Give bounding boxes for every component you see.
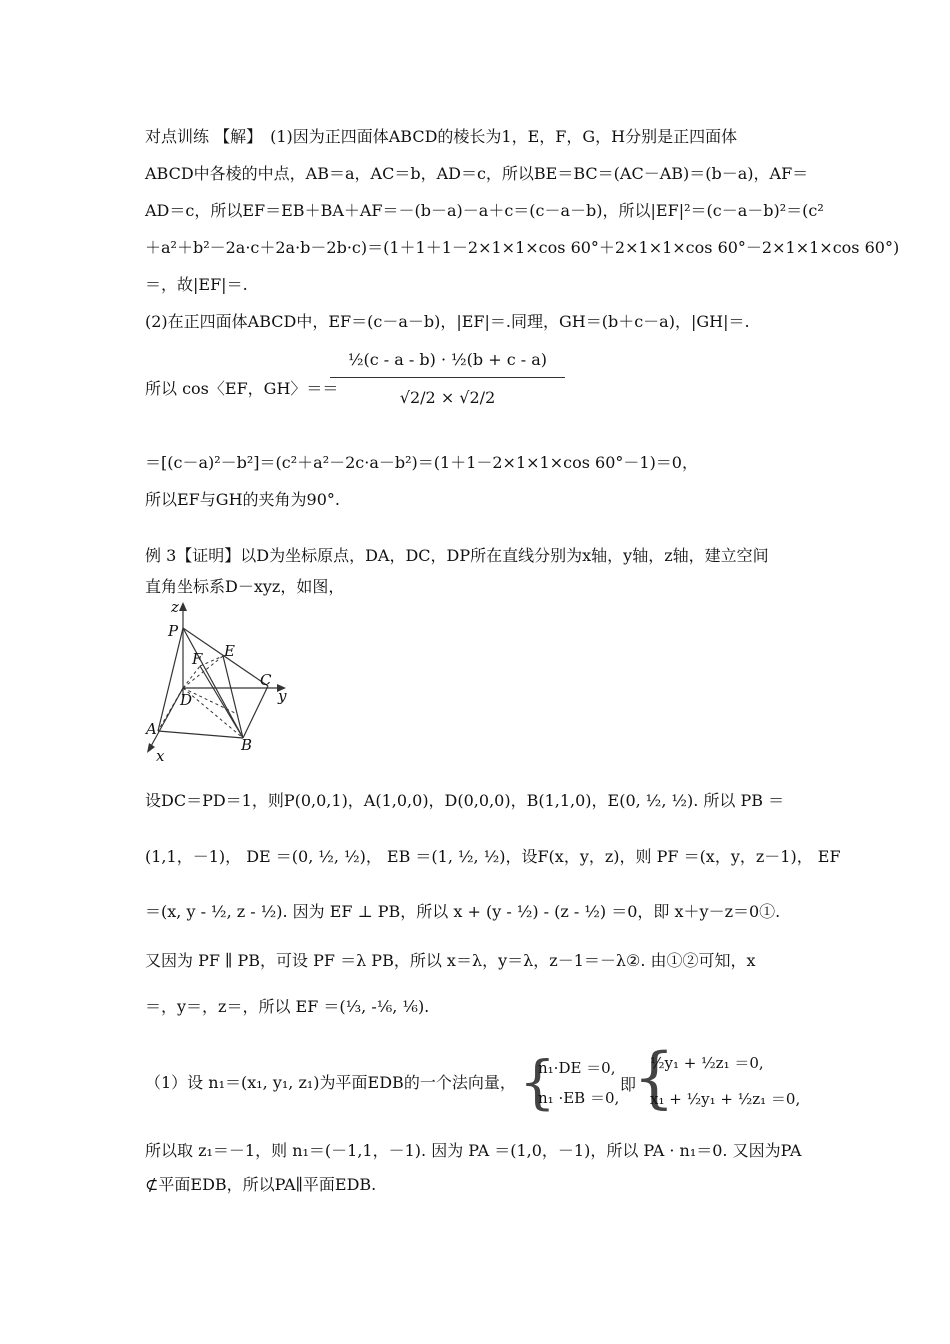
example3-line-10: ⊄平面EDB，所以PA∥平面EDB. [145, 1175, 377, 1194]
fraction-denominator: √2/2 × √2/2 [399, 388, 496, 407]
example3-line-4: (1,1，－1)， DE ＝(0, ½, ½)， EB ＝(1, ½, ½)，设F(x，y，z)，则 PF ＝(x，y，z－1)， EF [145, 847, 841, 866]
solution-line-7: 所以 cos〈EF，GH〉＝＝ [145, 379, 339, 398]
label-F: F [192, 650, 203, 668]
edge-PA [158, 628, 183, 731]
connector-word: 即 [620, 1075, 637, 1094]
example3-line-5: ＝(x, y - ½, z - ½). 因为 EF ⊥ PB，所以 x + (y - ½) - (z - ½) ＝0，即 x＋y－z＝0①. [145, 902, 781, 921]
example3-line-8: （1）设 n₁＝(x₁, y₁, z₁)为平面EDB的一个法向量， [145, 1073, 516, 1092]
system1-eq1: n₁·DE ＝0, [538, 1059, 616, 1077]
label-x: x [156, 747, 165, 765]
solution-line-9: 所以EF与GH的夹角为90°. [145, 490, 340, 509]
label-z: z [171, 598, 179, 616]
system2-eq1: ½y₁ + ½z₁ ＝0, [650, 1054, 764, 1072]
label-B: B [241, 736, 253, 754]
label-P: P [168, 622, 179, 640]
example3-line-3: 设DC＝PD＝1，则P(0,0,1)，A(1,0,0)，D(0,0,0)，B(1,1,0)，E(0, ½, ½). 所以 PB ＝ [145, 791, 785, 810]
edge-AB [158, 731, 243, 738]
example3-line-7: ＝，y＝，z＝，所以 EF ＝(⅓, -⅙, ⅙). [145, 997, 430, 1016]
label-y: y [278, 687, 287, 705]
solution-line-6: (2)在正四面体ABCD中，EF＝(c－a－b)，|EF|＝.同理，GH＝(b＋c－a)，|GH|＝. [145, 312, 750, 331]
edge-BC [243, 686, 268, 738]
coordinate-figure [140, 598, 315, 768]
solution-line-8: ＝[(c－a)²－b²]＝(c²＋a²－2c·a－b²)＝(1＋1－2×1×1×cos 60°－1)＝0， [145, 453, 698, 472]
system2-eq2: x₁ + ½y₁ + ½z₁ ＝0, [650, 1090, 801, 1108]
equation-system-1 [538, 1053, 619, 1113]
x-arrow [147, 743, 155, 753]
solution-line-2: ABCD中各棱的中点，AB＝a，AC＝b，AD＝c，所以BE＝BC＝(AC－AB)＝(b－a)，AF＝ [145, 164, 809, 183]
z-arrow [179, 602, 187, 611]
label-E: E [224, 642, 235, 660]
example3-line-6: 又因为 PF ∥ PB，可设 PF ＝λ PB，所以 x＝λ，y＝λ，z－1＝－λ②. 由①②可知，x [145, 951, 756, 970]
label-A: A [146, 720, 157, 738]
solution-line-1: 对点训练 【解】 (1)因为正四面体ABCD的棱长为1，E，F，G，H分别是正四面体 [145, 127, 738, 146]
label-D: D [180, 691, 193, 709]
system1-eq2: n₁ ·EB ＝0, [538, 1089, 620, 1107]
example3-line-9: 所以取 z₁＝－1，则 n₁＝(－1,1，－1). 因为 PA ＝(1,0，－1)，所以 PA · n₁＝0. 又因为PA [145, 1141, 802, 1160]
edge-EB [223, 656, 243, 738]
solution-line-4: ＋a²＋b²－2a·c＋2a·b－2b·c)＝(1＋1＋1－2×1×1×cos 60°＋2×1×1×cos 60°－2×1×1×cos 60°) [145, 238, 900, 257]
solution-line-3: AD＝c，所以EF＝EB＋BA＋AF＝－(b－a)－a＋c＝(c－a－b)，所以|EF|²＝(c－a－b)²＝(c² [145, 201, 824, 220]
example3-line-2: 直角坐标系D－xyz，如图， [145, 577, 345, 596]
equation-system-2 [650, 1045, 800, 1117]
fraction-numerator: ½(c - a - b) · ½(b + c - a) [330, 350, 565, 378]
system-brace-2: { [633, 1039, 675, 1116]
cosine-fraction [330, 350, 565, 407]
solution-line-5: ＝，故|EF|＝. [145, 275, 248, 294]
label-C: C [260, 671, 272, 689]
edge-DE [183, 656, 223, 688]
system-brace-1: { [519, 1048, 556, 1116]
example3-line-1: 例 3【证明】以D为坐标原点，DA，DC，DP所在直线分别为x轴，y轴，z轴，建立空间 [145, 546, 769, 565]
edge-FB [200, 666, 243, 738]
